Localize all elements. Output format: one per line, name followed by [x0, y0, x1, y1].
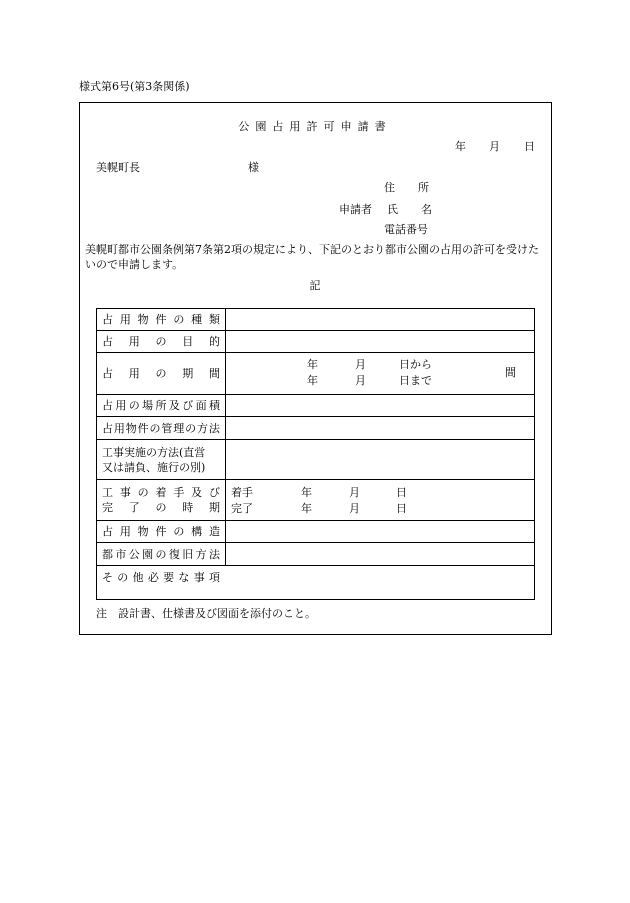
date-month: 月: [489, 140, 500, 153]
table-row: [97, 309, 535, 331]
period-month-1: 月: [355, 358, 366, 371]
timing-end: 完了: [231, 502, 253, 515]
ki-heading: 記: [309, 279, 321, 292]
address-label-a: 住: [384, 181, 395, 194]
timing-month-2: 月: [349, 502, 360, 515]
row-label-purpose: [97, 331, 226, 353]
label-text-line-1: 工 事 の 着 手 及 び: [102, 486, 220, 499]
value-purpose[interactable]: [226, 331, 535, 353]
value-construction-method[interactable]: [226, 440, 535, 480]
period-year-2: 年: [307, 374, 318, 387]
timing-year-1: 年: [301, 486, 312, 499]
addressee-name: 美幌町長: [96, 161, 140, 174]
label-text: 占 用 物 件 の 管 理 の 方 法: [102, 421, 220, 435]
timing-year-2: 年: [301, 502, 312, 515]
addressee-honorific: 様: [248, 161, 259, 174]
label-text: 占 用 の 目 的: [102, 335, 220, 348]
label-text-line-2: 完 了 の 時 期: [102, 501, 220, 514]
row-label-timing: [97, 480, 226, 521]
row-label-structure: [97, 521, 226, 543]
period-month-2: 月: [355, 374, 366, 387]
row-label-kind: [97, 309, 226, 331]
application-statement: 美幌町都市公園条例第7条第2項の規定により、下記のとおり都市公園の占用の許可を受けたいので申請します。: [85, 243, 539, 271]
period-year-1: 年: [307, 358, 318, 371]
period-duration: 間: [505, 366, 516, 379]
value-place[interactable]: [226, 395, 535, 417]
table-row: [97, 440, 535, 480]
table-row: [97, 521, 535, 543]
label-text: 占 用 の 期 間: [102, 367, 220, 380]
form-number-label: 様式第6号(第3条関係): [79, 80, 190, 93]
attachment-note: 注 設計書、仕様書及び図面を添付のこと。: [96, 607, 316, 620]
application-items-table: [96, 308, 535, 600]
label-text-line-1: 工事実施の方法(直営: [102, 445, 206, 459]
table-row: [97, 543, 535, 566]
table-row: [97, 566, 535, 600]
label-text-line-2: 又は請負、施行の別): [102, 460, 206, 474]
row-label-construction-method: [97, 440, 226, 480]
table-row: [97, 331, 535, 353]
table-row: [97, 395, 535, 417]
address-label-b: 所: [418, 181, 429, 194]
form-title: 公園占用許可申請書: [238, 120, 392, 133]
date-day: 日: [524, 140, 535, 153]
row-label-period: [97, 353, 226, 395]
label-text: そ の 他 必 要 な 事 項: [102, 571, 220, 584]
period-until: 日まで: [399, 374, 432, 387]
table-row: [97, 353, 535, 395]
label-text: 占 用 物 件 の 構 造: [102, 525, 220, 538]
timing-day-1: 日: [396, 486, 407, 499]
label-text: 占 用 物 件 の 種 類: [102, 313, 220, 326]
value-period[interactable]: [226, 353, 535, 395]
label-text: 占 用 の 場 所 及 び 面 積: [102, 399, 220, 412]
applicant-label: 申請者: [339, 203, 372, 216]
timing-start: 着手: [231, 486, 253, 499]
name-label-a: 氏: [387, 203, 398, 216]
table-row: [97, 417, 535, 440]
period-from: 日から: [399, 358, 432, 371]
value-restoration[interactable]: [226, 543, 535, 566]
value-structure[interactable]: [226, 521, 535, 543]
timing-month-1: 月: [349, 486, 360, 499]
row-label-place: [97, 395, 226, 417]
timing-day-2: 日: [396, 502, 407, 515]
label-text: 都 市 公 園 の 復 旧 方 法: [102, 547, 220, 561]
table-row: [97, 480, 535, 521]
row-label-management: [97, 417, 226, 440]
name-label-b: 名: [421, 203, 432, 216]
value-management[interactable]: [226, 417, 535, 440]
date-year: 年: [455, 140, 466, 153]
row-other[interactable]: [97, 566, 535, 600]
value-kind[interactable]: [226, 309, 535, 331]
row-label-restoration: [97, 543, 226, 566]
value-timing[interactable]: [226, 480, 535, 521]
phone-label: 電話番号: [384, 223, 428, 236]
